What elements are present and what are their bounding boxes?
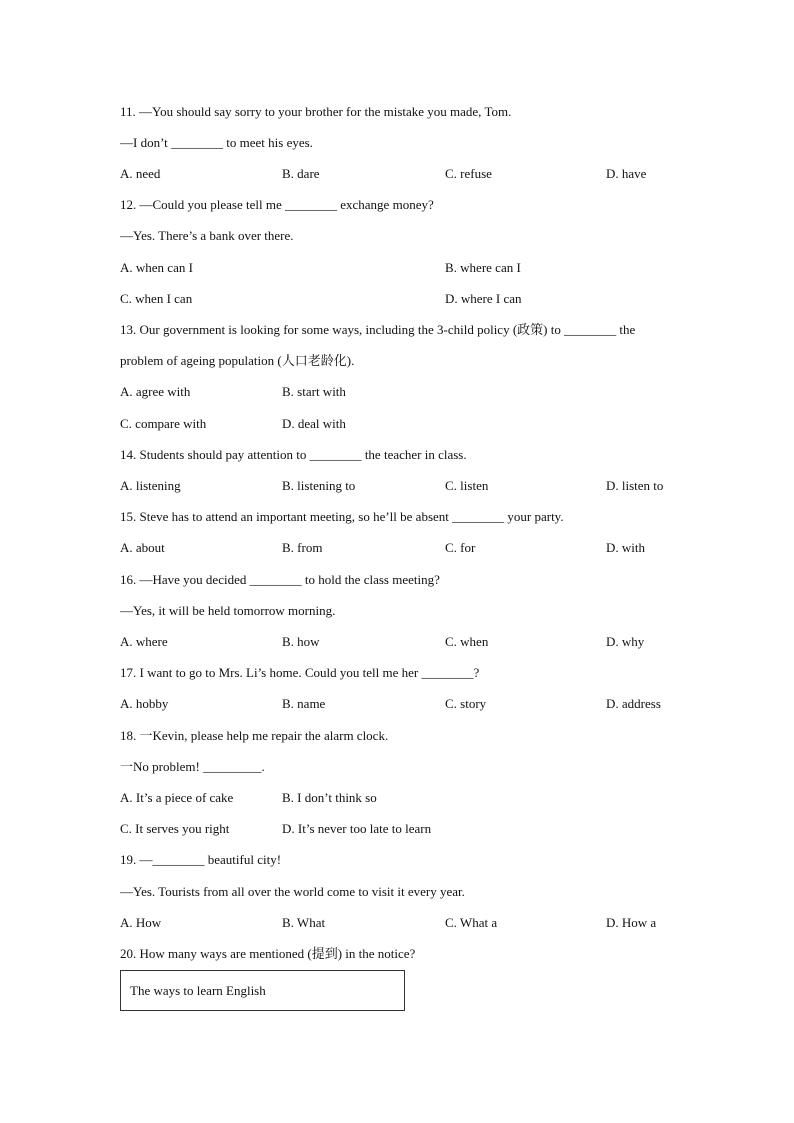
option-14-a: A. listening [120, 478, 181, 493]
option-17-b: B. name [282, 696, 326, 711]
question-18-stem: 18. 一Kevin, please help me repair the alarm clock. [120, 728, 389, 743]
option-16-c: C. when [445, 634, 489, 649]
option-13-a: A. agree with [120, 384, 191, 399]
question-11-reply: —I don’t ________ to meet his eyes. [120, 135, 313, 150]
question-13-stem: 13. Our government is looking for some ways, including the 3-child policy (政策) to ________ the [120, 322, 636, 337]
option-15-b: B. from [282, 540, 323, 555]
option-13-d: D. deal with [282, 416, 346, 431]
option-13-c: C. compare with [120, 416, 207, 431]
question-14-stem: 14. Students should pay attention to ________ the teacher in class. [120, 447, 467, 462]
option-18-c: C. It serves you right [120, 821, 230, 836]
notice-box [120, 970, 405, 1011]
option-15-a: A. about [120, 540, 165, 555]
option-19-d: D. How a [606, 915, 657, 930]
question-12-reply: —Yes. There’s a bank over there. [120, 228, 294, 243]
option-18-a: A. It’s a piece of cake [120, 790, 234, 805]
question-19-stem: 19. —________ beautiful city! [120, 852, 282, 867]
question-17-stem: 17. I want to go to Mrs. Li’s home. Could you tell me her ________? [120, 665, 480, 680]
option-15-c: C. for [445, 540, 476, 555]
option-14-c: C. listen [445, 478, 489, 493]
option-16-d: D. why [606, 634, 645, 649]
question-15-stem: 15. Steve has to attend an important meeting, so he’ll be absent ________ your party. [120, 509, 564, 524]
option-15-d: D. with [606, 540, 645, 555]
option-19-c: C. What a [445, 915, 498, 930]
question-16-stem: 16. —Have you decided ________ to hold the class meeting? [120, 572, 440, 587]
option-18-d: D. It’s never too late to learn [282, 821, 432, 836]
option-17-c: C. story [445, 696, 487, 711]
option-11-b: B. dare [282, 166, 320, 181]
option-12-b: B. where can I [445, 260, 521, 275]
question-11-stem: 11. —You should say sorry to your brother for the mistake you made, Tom. [120, 104, 512, 119]
option-12-d: D. where I can [445, 291, 522, 306]
option-19-a: A. How [120, 915, 162, 930]
option-11-a: A. need [120, 166, 161, 181]
question-18-reply: 一No problem! _________. [120, 759, 265, 774]
question-16-reply: —Yes, it will be held tomorrow morning. [120, 603, 336, 618]
option-12-c: C. when I can [120, 291, 193, 306]
question-12-stem: 12. —Could you please tell me ________ exchange money? [120, 197, 434, 212]
option-17-a: A. hobby [120, 696, 169, 711]
question-19-reply: —Yes. Tourists from all over the world come to visit it every year. [120, 884, 465, 899]
notice-title: The ways to learn English [130, 983, 266, 998]
option-13-b: B. start with [282, 384, 346, 399]
option-19-b: B. What [282, 915, 326, 930]
option-11-d: D. have [606, 166, 647, 181]
option-12-a: A. when can I [120, 260, 193, 275]
option-17-d: D. address [606, 696, 661, 711]
option-16-b: B. how [282, 634, 320, 649]
option-14-b: B. listening to [282, 478, 356, 493]
option-14-d: D. listen to [606, 478, 664, 493]
option-16-a: A. where [120, 634, 168, 649]
question-20-stem: 20. How many ways are mentioned (提到) in the notice? [120, 946, 416, 961]
question-13-stem-cont: problem of ageing population (人口老龄化). [120, 353, 355, 368]
option-11-c: C. refuse [445, 166, 492, 181]
option-18-b: B. I don’t think so [282, 790, 377, 805]
